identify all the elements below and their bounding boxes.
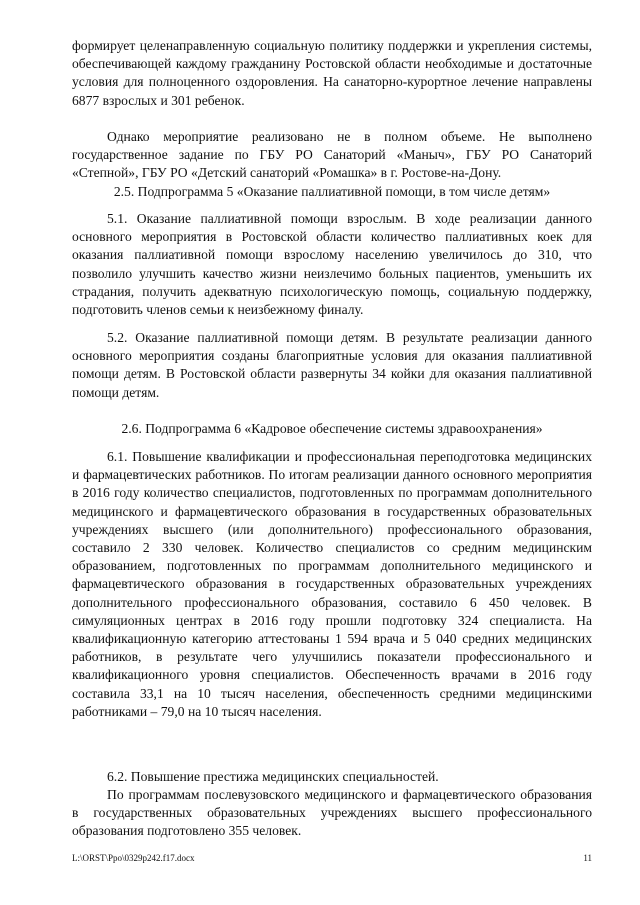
section-heading-2-6: 2.6. Подпрограмма 6 «Кадровое обеспечение системы здравоохранения» xyxy=(121,421,543,436)
paragraph-6-2: 6.2. Повышение престижа медицинских специальностей. xyxy=(107,769,439,784)
section-heading-2-5: 2.5. Подпрограмма 5 «Оказание паллиативной помощи, в том числе детям» xyxy=(113,184,551,199)
paragraph-5-1: 5.1. Оказание паллиативной помощи взрослым. В ходе реализации данного основного мероприятия в Ростовской области количество паллиативных коек для оказания паллиативной помощи взрослому населению увеличилось до 310, что позволило улучшить качество жизни неизлечимо больных пациентов, уменьшить их страдания, получить адекватную психологическую помощь, социальную поддержку, подготовить членов семьи к неизбежному финалу. xyxy=(72,211,592,318)
paragraph-5-2: 5.2. Оказание паллиативной помощи детям. В результате реализации данного основного мероприятия созданы благоприятные условия для оказания паллиативной помощи детям. В Ростовской области развернуты 34 койки для оказания паллиативной помощи детям. xyxy=(72,330,592,400)
paragraph-postgraduate: По программам послевузовского медицинского и фармацевтического образования в государственных образовательных учреждениях высшего профессионального образования подготовлено 355 человек. xyxy=(72,787,592,839)
footer-file-path: L:\ORST\Ppo\0329p242.f17.docx xyxy=(72,853,195,863)
page-number: 11 xyxy=(583,853,592,863)
page-footer xyxy=(72,852,592,864)
paragraph-incomplete-measure: Однако мероприятие реализовано не в полном объеме. Не выполнено государственное задание по ГБУ РО Санаторий «Маныч», ГБУ РО Санаторий «Степной», ГБУ РО «Детский санаторий «Ромашка» в г. Ростове-на-Дону. xyxy=(72,129,592,181)
paragraph-6-1: 6.1. Повышение квалификации и профессиональная переподготовка медицинских и фармацевтических работников. По итогам реализации данного основного мероприятия в 2016 году количество специалистов, подготовленных по программам дополнительного медицинского и фармацевтического образования в государственных образовательных учреждениях высшего (или дополнительного) профессионального образования, составило 2 330 человек. Количество специалистов со средним медицинским образованием, подготовленных по программам дополнительного медицинского и фармацевтического образования в государственных образовательных учреждениях дополнительного профессионального образования, составило 6 450 человек. В симуляционных центрах в 2016 году прошли подготовку 324 специалиста. На квалификационную категорию аттестованы 1 594 врача и 5 040 средних медицинских работников, в результате чего улучшились показатели профессионального и квалификационного уровня специалистов. Обеспеченность врачами в 2016 году составила 33,1 на 10 тысяч населения, обеспеченность средними медицинскими работниками – 79,0 на 10 тысяч населения. xyxy=(72,449,592,719)
paragraph-continuation: формирует целенаправленную социальную политику поддержки и укрепления системы, обеспечивающей каждому гражданину Ростовской области необходимые и достаточные условия для полноценного оздоровления. На санаторно-курортное лечение направлены 6877 взрослых и 301 ребенок. xyxy=(72,38,592,108)
